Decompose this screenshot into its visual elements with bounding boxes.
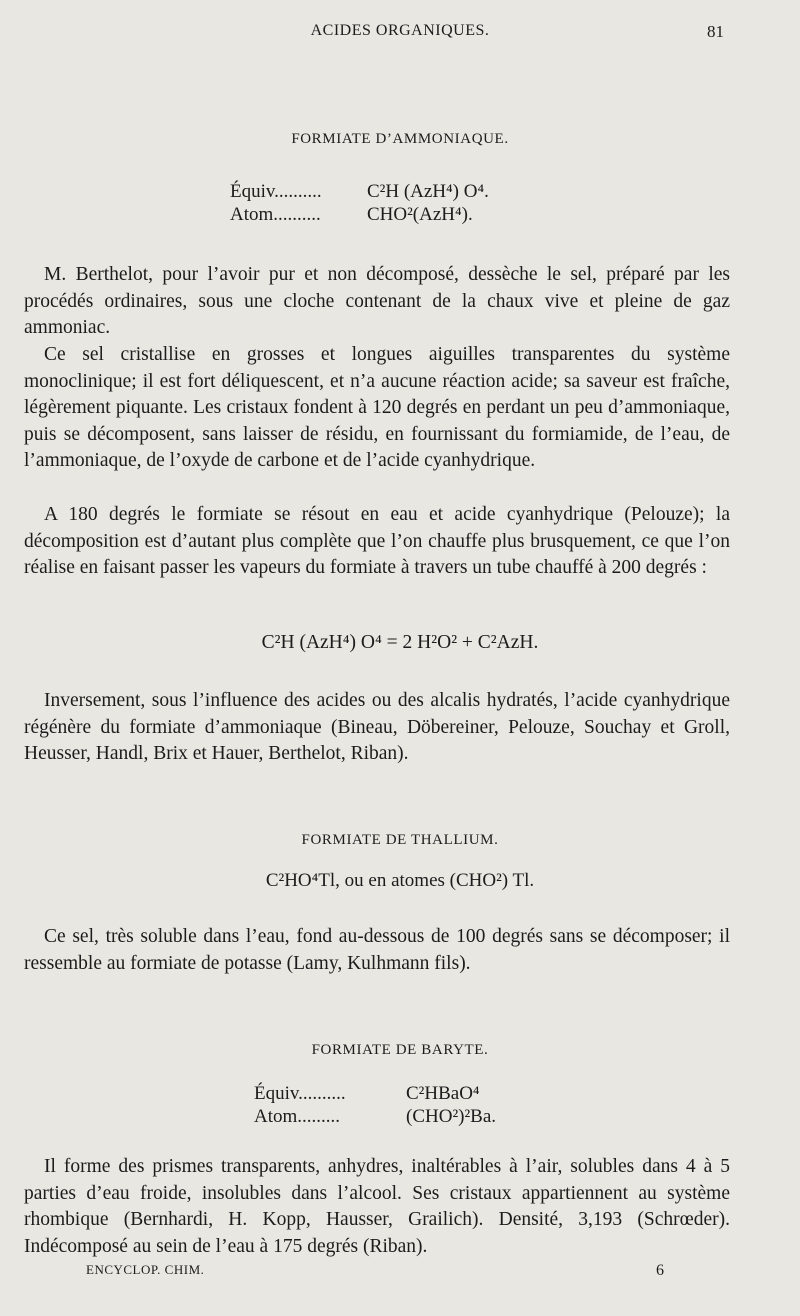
running-header: [0, 22, 800, 48]
chemical-equation: C²H (AzH⁴) O⁴ = 2 H²O² + C²AzH.: [261, 632, 539, 653]
paragraph: A 180 degrés le formiate se résout en eau et acide cyanhydrique (Pelouze); la décomposition est d’autant plus complète que l’on chauffe plus brusquement, ce que l’on réalise en faisant passer les vapeurs du formiate à travers un tube chauffé à 200 degrés :: [24, 504, 730, 579]
paragraph: Il forme des prismes transparents, anhydres, inaltérables à l’air, solubles dans 4 à 5 parties d’eau froide, insolubles dans l’alcool. Ses cristaux appartiennent au système rhombique (Bernhardi, H. Kopp, Hausser, Grailich). Densité, 3,193 (Schrœder). Indécomposé au sein de l’eau à 175 degrés (Riban).: [24, 1156, 730, 1257]
atom-label: Atom.........: [254, 1106, 341, 1127]
equiv-formula: C²HBaO⁴: [406, 1083, 480, 1104]
page-footer: [0, 1262, 800, 1286]
atom-formula: CHO²(AzH⁴).: [367, 204, 473, 225]
paragraph: Inversement, sous l’influence des acides ou des alcalis hydratés, l’acide cyanhydrique régénère du formiate d’ammoniaque (Bineau, Döbereiner, Pelouze, Souchay et Groll, Heusser, Handl, Brix et Hauer, Berthelot, Riban).: [24, 690, 730, 765]
page-number: 81: [707, 22, 724, 41]
atom-formula: (CHO²)²Ba.: [406, 1106, 497, 1127]
heading-formiate-baryte: FORMIATE DE BARYTE.: [311, 1042, 489, 1058]
footer-sheet-number: 6: [656, 1262, 664, 1279]
running-title: ACIDES ORGANIQUES.: [310, 22, 490, 39]
equiv-label: Équiv..........: [254, 1083, 346, 1104]
thallium-formula: C²HO⁴Tl, ou en atomes (CHO²) Tl.: [265, 870, 535, 891]
footer-signature: ENCYCLOP. CHIM.: [86, 1262, 205, 1277]
paragraph: Ce sel cristallise en grosses et longues aiguilles transparentes du système monoclinique; il est fort déliquescent, et n’a aucune réaction acide; sa saveur est fraîche, légèrement piquante. Les cristaux fondent à 120 degrés en perdant un peu d’ammoniaque, puis se décomposent, sans laisser de résidu, en fournissant du formiamide, de l’eau, de l’ammoniaque, de l’oxyde de carbone et de l’acide cyanhydrique.: [24, 344, 730, 472]
paragraph: Ce sel, très soluble dans l’eau, fond au-dessous de 100 degrés sans se décomposer; il ressemble au formiate de potasse (Lamy, Kulhmann fils).: [24, 926, 730, 974]
heading-formiate-thallium: FORMIATE DE THALLIUM.: [301, 832, 499, 848]
equiv-label: Équiv..........: [230, 181, 322, 202]
heading-formiate-ammoniaque: FORMIATE D’AMMONIAQUE.: [291, 131, 509, 147]
atom-label: Atom..........: [230, 204, 321, 225]
paragraph: M. Berthelot, pour l’avoir pur et non décomposé, dessèche le sel, préparé par les procédés ordinaires, sous une cloche contenant de la chaux vive et pleine de gaz ammoniac.: [24, 264, 730, 339]
equiv-formula: C²H (AzH⁴) O⁴.: [367, 181, 489, 202]
